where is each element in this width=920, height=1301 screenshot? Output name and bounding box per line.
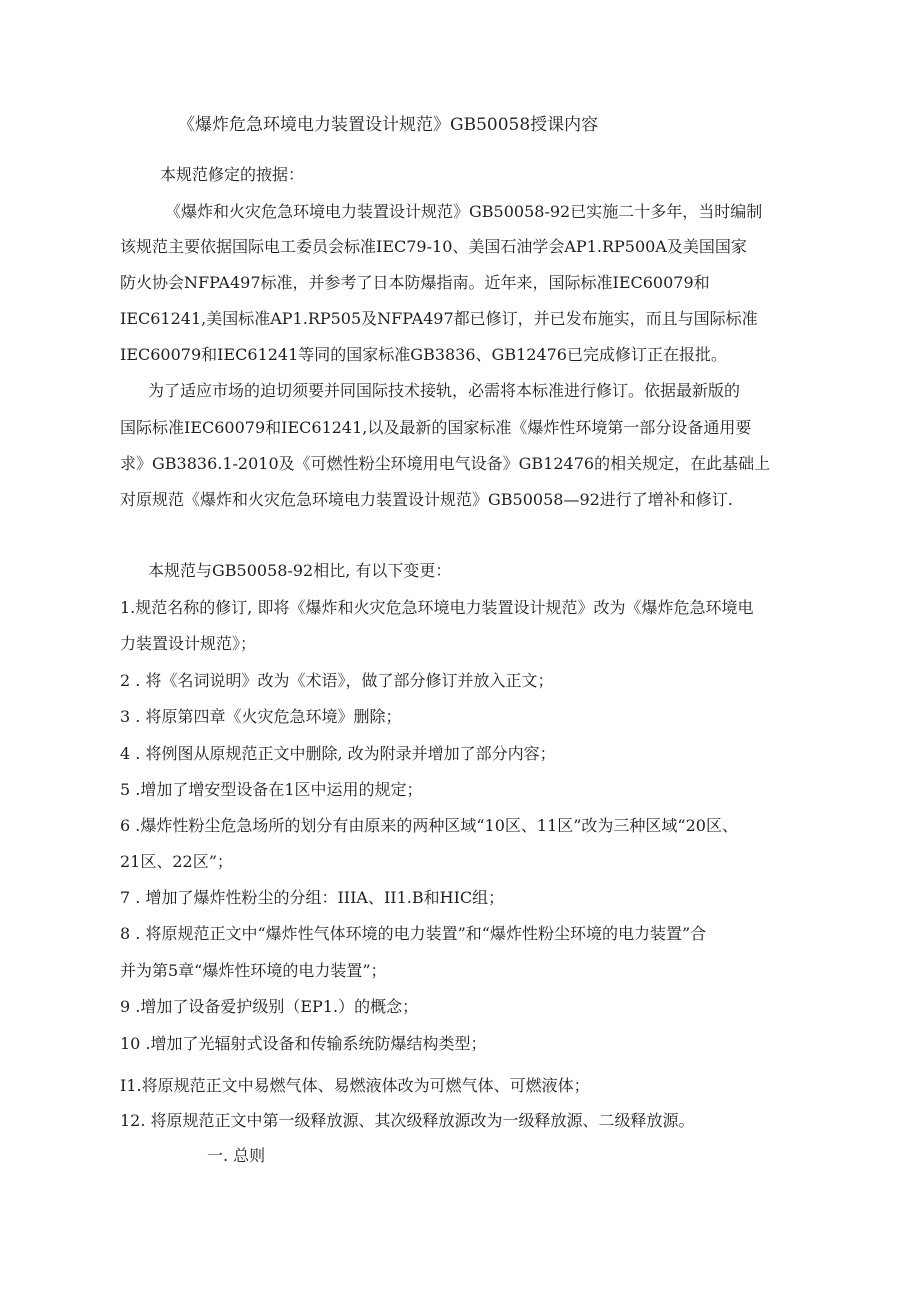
paragraph-1-line: 《爆炸和火灾危急环境电力装置设计规范》GB50058-92已实施二十多年，当时编制 xyxy=(165,202,763,221)
paragraph-1-line: IEC60079和IEC61241等同的国家标准GB3836、GB12476已完成修订正在报批。 xyxy=(120,345,727,364)
change-item: 4 . 将例图从原规范正文中删除, 改为附录并增加了部分内容； xyxy=(120,744,556,763)
paragraph-1-line: 该规范主要依据国际电工委员会标准IEC79-10、美国石油学会AP1.RP500A及美国国家 xyxy=(120,237,747,256)
change-item: 10 .增加了光辐射式设备和传输系统防爆结构类型； xyxy=(120,1034,487,1053)
paragraph-2-line: 对原规范《爆炸和火灾危急环境电力装置设计规范》GB50058—92进行了增补和修订. xyxy=(120,490,733,509)
change-item: 并为第5章“爆炸性环境的电力装置”； xyxy=(120,961,387,980)
paragraph-2-line: 为了适应市场的迫切须要并同国际技术接轨，必需将本标准进行修订。依据最新版的 xyxy=(148,381,741,400)
section-heading: 一. 总则 xyxy=(207,1146,266,1165)
change-item: 8 . 将原规范正文中“爆炸性气体环境的电力装置”和“爆炸性粉尘环境的电力装置”合 xyxy=(120,924,707,943)
change-item: 12. 将原规范正文中第一级释放源、其次级释放源改为一级释放源、二级释放源。 xyxy=(120,1111,695,1130)
basis-heading: 本规范修定的掖据： xyxy=(160,165,305,184)
change-item: I1.将原规范正文中易燃气体、易燃液体改为可燃气体、可燃液体； xyxy=(120,1076,590,1095)
change-item: 1.规范名称的修订, 即将《爆炸和火灾危急环境电力装置设计规范》改为《爆炸危急环境电 xyxy=(120,598,754,617)
change-item: 6 .爆炸性粉尘危急场所的划分有由原来的两种区域“10区、11区”改为三种区域“20区、 xyxy=(120,816,738,835)
change-item: 3 . 将原第四章《火灾危急环境》删除； xyxy=(120,707,402,726)
document-title: 《爆炸危急环境电力装置设计规范》GB50058授课内容 xyxy=(178,115,599,135)
paragraph-2-line: 国际标准IEC60079和IEC61241,以及最新的国家标准《爆炸性环境第一部分设备通用要 xyxy=(120,418,752,437)
change-item: 5 .增加了增安型设备在1区中运用的规定； xyxy=(120,780,423,799)
change-item: 力装置设计规范》； xyxy=(120,634,257,653)
paragraph-1-line: 防火协会NFPA497标准，并参考了日本防爆指南。近年来，国际标准IEC60079和 xyxy=(120,273,710,292)
change-item: 7 . 增加了爆炸性粉尘的分组：IIIA、II1.B和HIC组； xyxy=(120,888,505,907)
changes-heading: 本规范与GB50058-92相比, 有以下变更： xyxy=(148,561,452,580)
paragraph-1-line: IEC61241,美国标准AP1.RP505及NFPA497都已修订，并已发布施实，而且与国际标准 xyxy=(120,309,758,328)
change-item: 2 . 将《名词说明》改为《术语》，做了部分修订并放入正文； xyxy=(120,671,554,690)
change-item: 9 .增加了设备爱护级别（EP1.）的概念； xyxy=(120,997,419,1016)
paragraph-2-line: 求》GB3836.1-2010及《可燃性粉尘环境用电气设备》GB12476的相关规定，在此基础上 xyxy=(120,454,771,473)
change-item: 21区、22区”； xyxy=(120,852,233,871)
